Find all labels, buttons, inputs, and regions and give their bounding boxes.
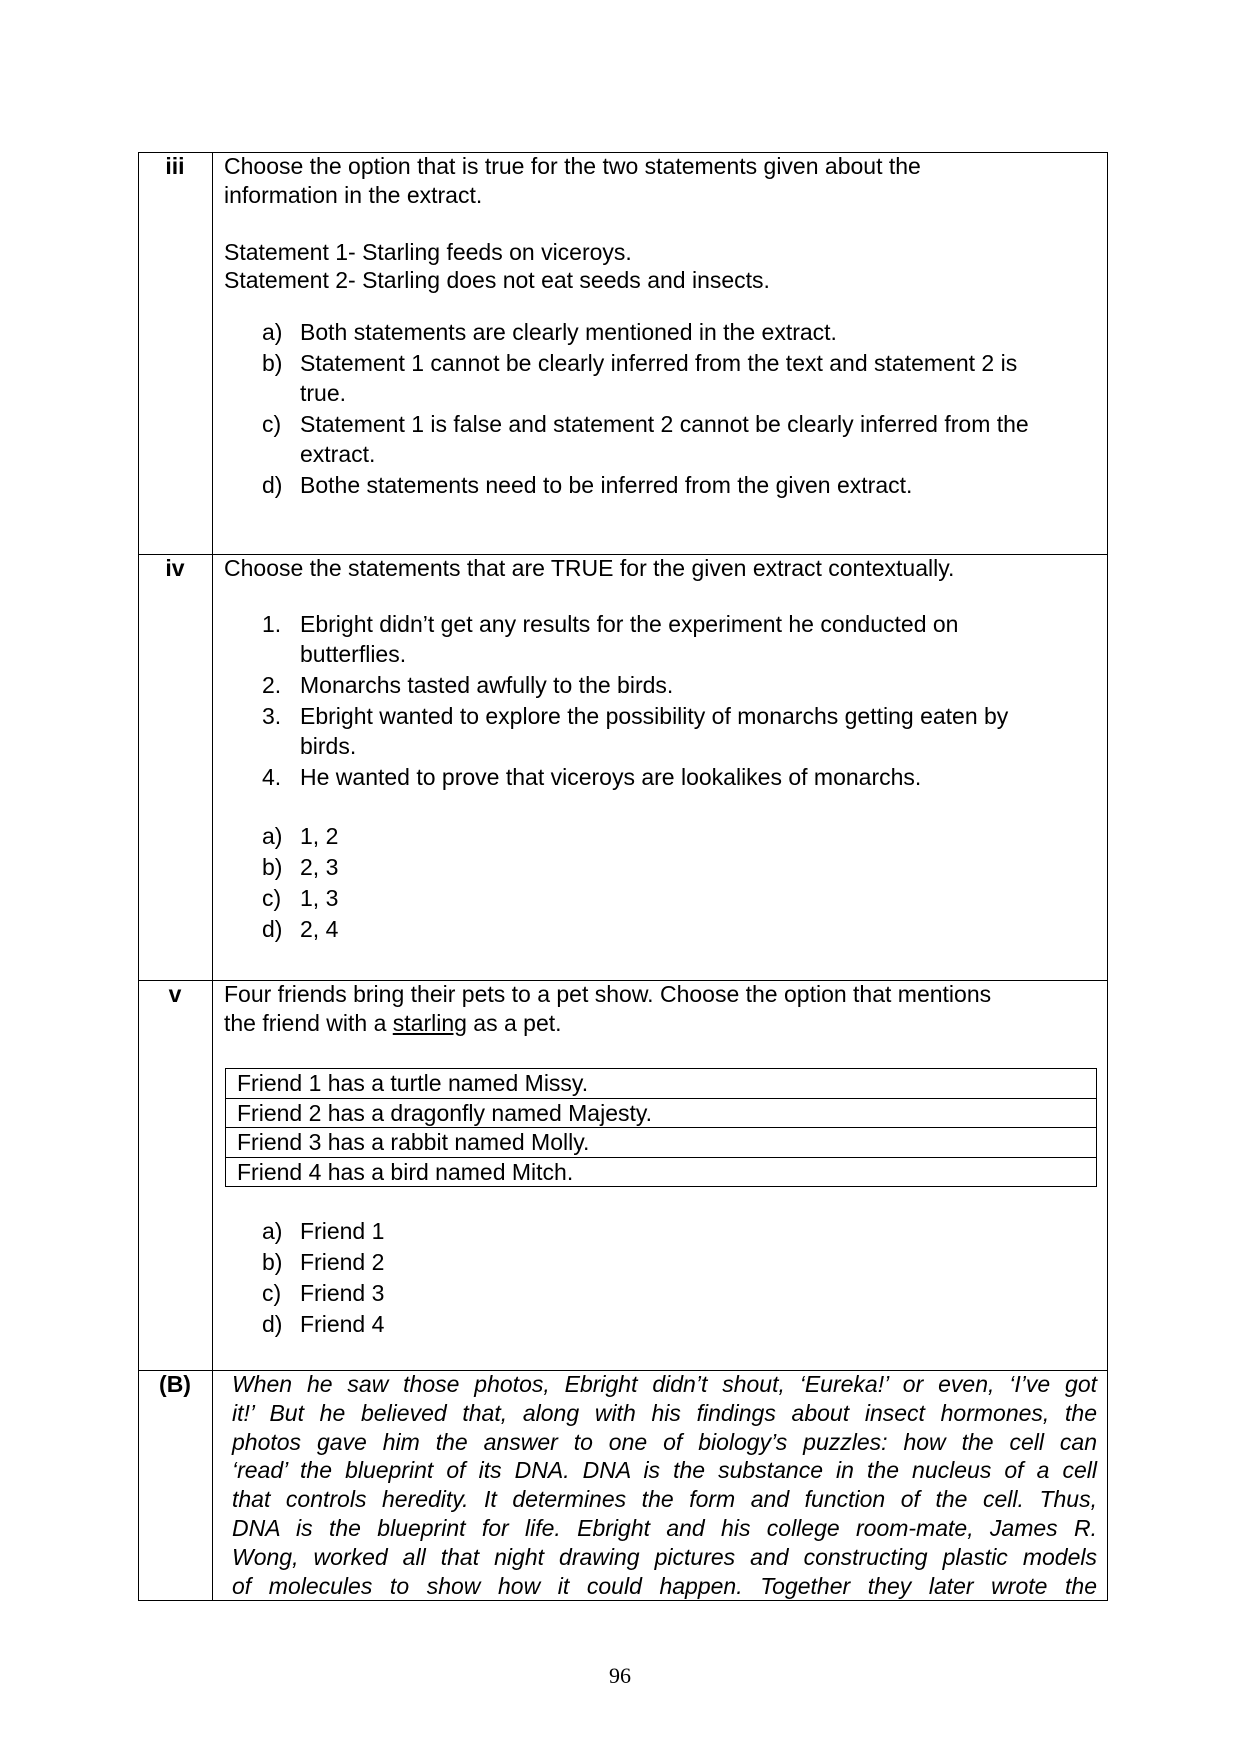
statement-label: 1. [262,611,282,637]
option-text: 2, 4 [300,916,339,942]
statement-text-continued: butterflies. [300,641,407,667]
question-v-prompt-line1: Four friends bring their pets to a pet show. Choose the option that mentions [224,981,992,1007]
statement-text: Ebright didn’t get any results for the experiment he conducted on [300,611,959,637]
passage-line: that controls heredity. It determines the form and function of the cell. Thus, [232,1486,1097,1513]
option-label: d) [262,916,283,942]
option-label: c) [262,1280,282,1306]
option-label: b) [262,854,283,880]
option-text: Friend 2 [300,1249,385,1275]
statement-text: Ebright wanted to explore the possibility of monarchs getting eaten by [300,703,1009,729]
question-iii-statement1: Statement 1- Starling feeds on viceroys. [224,239,632,265]
question-number-iv: iv [165,555,185,581]
statement-text: He wanted to prove that viceroys are lookalikes of monarchs. [300,764,922,790]
option-text: Both statements are clearly mentioned in the extract. [300,319,837,345]
question-number-v: v [168,981,182,1007]
table-row [225,1158,1097,1188]
option-text: Statement 1 is false and statement 2 cannot be clearly inferred from the [300,411,1029,437]
option-label: d) [262,472,283,498]
option-label: d) [262,1311,283,1337]
option-label: b) [262,1249,283,1275]
question-iii-statement2: Statement 2- Starling does not eat seeds and insects. [224,267,770,293]
question-table [138,152,1108,1601]
option-label: b) [262,350,283,376]
option-text: 1, 2 [300,823,339,849]
question-iii-prompt-line2: information in the extract. [224,182,483,208]
table-cell: Friend 1 has a turtle named Missy. [237,1070,589,1096]
option-label: c) [262,885,282,911]
passage-line: of molecules to show how it could happen. Together they later wrote the [232,1572,1097,1599]
table-cell: Friend 2 has a dragonfly named Majesty. [237,1099,653,1126]
question-number-iii: iii [165,153,185,179]
option-text: 2, 3 [300,854,339,880]
option-text: 1, 3 [300,885,339,911]
question-v-prompt-line2 [224,1009,562,1038]
page-number: 96 [609,1663,631,1688]
table-row [225,1068,1097,1099]
statement-text-continued: birds. [300,733,357,759]
option-text: Bothe statements need to be inferred from the given extract. [300,472,913,498]
option-label: a) [262,1218,283,1244]
option-text: Friend 1 [300,1218,385,1244]
question-iii-prompt-line1: Choose the option that is true for the two statements given about the [224,153,921,179]
prompt-underlined-word: starling [392,1010,467,1036]
statement-text: Monarchs tasted awfully to the birds. [300,672,674,698]
table-row [225,1128,1097,1158]
passage-line: Wong, worked all that night drawing pictures and constructing plastic models [232,1543,1097,1570]
option-text-continued: extract. [300,441,376,467]
option-text: Friend 4 [300,1311,385,1337]
statement-label: 3. [262,703,282,729]
table-column-divider [212,152,213,1601]
option-label: a) [262,823,283,849]
table-cell: Friend 3 has a rabbit named Molly. [237,1129,590,1155]
option-label: a) [262,319,283,345]
statement-label: 2. [262,672,282,698]
prompt-text-after: as a pet. [466,1010,562,1036]
option-text-continued: true. [300,380,347,406]
passage-line: When he saw those photos, Ebright didn’t shout, ‘Eureka!’ or even, ‘I’ve got [232,1371,1097,1397]
option-text: Friend 3 [300,1280,385,1306]
option-text: Statement 1 cannot be clearly inferred from the text and statement 2 is [300,350,1018,376]
passage-line: photos gave him the answer to one of biology’s puzzles: how the cell can [232,1428,1097,1455]
pets-table [225,1068,1097,1187]
passage-line: it!’ But he believed that, along with his findings about insect hormones, the [232,1399,1097,1426]
statement-label: 4. [262,764,282,790]
table-border-right [1107,152,1108,1601]
table-cell: Friend 4 has a bird named Mitch. [237,1158,574,1185]
prompt-text-before: the friend with a [224,1010,393,1036]
extract-passage [232,1370,1097,1600]
passage-line: DNA is the blueprint for life. Ebright and his college room-mate, James R. [232,1514,1097,1541]
table-row [225,1099,1097,1129]
section-label-b: (B) [159,1371,191,1397]
option-label: c) [262,411,282,437]
question-iv-prompt: Choose the statements that are TRUE for the given extract contextually. [224,555,955,581]
passage-line: ‘read’ the blueprint of its DNA. DNA is the substance in the nucleus of a cell [232,1457,1097,1484]
